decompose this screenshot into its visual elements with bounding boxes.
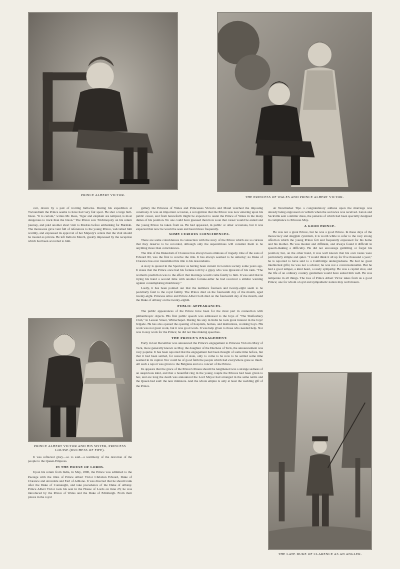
col2-paragraph-4: A story is quoted in the Spectator as having been current in London society some years ago. It states that the Prince once had his fortune told by a gipsy who was ignorant of his rank. "The woman's prediction was to the effect that marriage would come fatally to him. It was said that in trying his hand a second time with another fortune-teller he had received a similar warning against contemplating matrimony." [136,264,263,285]
photo-prince-and-princess-louise [28,318,132,442]
heading-house-of-lords: IN THE HOUSE OF LORDS. [55,464,105,469]
text-column-1-bottom [28,455,132,561]
col2-paragraph-1: gallery the Princess of Wales and Princesses Victoria and Maud watched the imposing ceremony. It was an important occasion, a recognition that the Prince was now entering upon his public career, and from henceforth might be expected to assist the Prince of Wales in the many duties of his position. No one could have guessed then how soon that career would be ended and the young Prince be taken from us. He had appeared, in public or other occasions, but it was expected that now he would be seen and heard more frequently. [136,206,263,231]
col3-paragraph-1: At Newmarket Tipo a congratulatory address upon the marriage was already being engrossed on vellum when the sad news was received. Luton and Sackville sent a similar dress, the patterns of which had been specially designed in compliance to Princess May. [268,206,372,223]
caption-princess-of-wales: THE PRINCESS OF WALES AND PRINCE ALBERT VICTOR. [245,195,344,199]
caption-prince-and-princess-louise: PRINCE ALBERT VICTOR AND HIS SISTER, PRINCESS LOUISE (DUCHESS OF FIFE). [34,444,126,453]
text-column-2 [136,206,263,560]
caption-prince-albert-victor: PRINCE ALBERT VICTOR. [80,193,126,197]
text-column-1-top [28,206,132,306]
photo-prince-albert-victor [28,12,178,190]
col2-paragraph-8: Its appears that the grace of the Prince's illness should be lengthened was a strange sadness of an auspicious kind, and that a beautiful ring in the young couple the Princes had been given to her, and ere long the death was announced the Lord Mayor had arranged in the same terms and the Queen had said: the new ministers. And the whole empire is only at least the wedding gift of the Prince. [136,367,263,388]
heading-curious-coincidences: SOME CURIOUS COINCIDENCES. [169,232,230,237]
col2-paragraph-6: The public appearances of the Prince have been for the most part in connection with philanthropic objects. His first public speech was addressed to the boys of "The Shaftesbury Club," in Lesson Street, Whitechapel. During his stay in India he took great interest in the boys' brigade. He has also opened the opening of hospitals, homes, and institutions, working boys. His work was not great work, but it was good work. It was help given to those who needed help. Nor was it easy work for the Prince; he did not like making speeches. [136,309,263,335]
heading-prince-engagement: THE PRINCE'S ENGAGEMENT. [171,335,228,340]
col3-paragraph-2: He was not a great Prince, but he was a good Prince. In these days of the monocracy and sluggish cynicism, it is worth while to refer to the very strong affection which the young Prince felt and frequently expressed for his home and his mother. He was modest and diffident, and always found it difficult in speech-making a difficulty. He did not encourage gambling or forget his position; but, on the other hand, it was well known that his own tastes were particularly simple and quiet. "I would think it all up for five thousand a year," he is reported to have said to a Cambridge undergraduate. He had no great intellectual gifts; he was not a scholar; he was not a conversationalist. But he had a good temper, a kind heart, a ready sympathy. He was a capital shot, and the life of an ordinary country gentleman would have suited him well. He was temperate in all things. The loss of Prince Albert Victor takes from us a good Prince; one for whom a loyal and sympathetic nation may well mourn. [268,229,372,284]
photo-duke-of-clarence-angler [268,372,372,550]
photo-princess-of-wales-and-prince [217,12,372,192]
col1-bottom-paragraph-2: Upon his return from India, in May, 1890, the Prince was admitted to the Peerage with the titles of Prince Albert Victor Christian Edward, Duke of Clarence and Avondale and Earl of Athlone. It was directed that he should rank after the Duke of Connaught, and take precedence of the Duke of Albany. Prince Albert Victor took his seat in the House of Lords on June 23; he was introduced by the Prince of Wales and the Duke of Edinburgh. From their places in the royal [28,470,132,500]
col1-top-paragraph-1: cart, drawn by a pair of trotting bullocks. During his expedition at Trevandrum the Prince seems to have had very fair sport. He shot a large bull-bison. "It is certain," writes Mr. Rees, "tiger and elephant are tempted, is most dangerous to track than the bison." The Prince saw Trichinopoly on his return journey, and paid another short visit to Madras before embarking for Burmah. The monsoons gave vent full of references to the young Prince, welcomed him warmly, and expressed its approval of her Majesty's orders that the visit should be treated as private. He left India in March, greatly impressed by the reception which had been accorded to him. [28,206,132,244]
col2-paragraph-5: Lastly, it has been pointed out that the numbers fourteen and twenty-eight seem to be peculiarly fatal to the royal family. The Prince died on the fourteenth day of the month, aged twenty-eight. Princess Alice and Prince Albert both died on the fourteenth day of the month, and the Duke of Albany on the twenty-eighth. [136,285,263,303]
col2-paragraph-3: The title of the Dukedom of Clarence has always been ominous of tragedy. One of the sons of Edward III, was the first to receive the title. It has always seemed to be unlucky; no Duke of Clarence has ever transmitted his title to his descendants. [136,251,263,264]
text-column-3 [268,206,372,366]
caption-duke-of-clarence: THE LATE DUKE OF CLARENCE AS AN ANGLER. [278,552,362,556]
col2-paragraph-2: There are some coincidences in connection with the story of the Prince which are so curious that they deserve to be recorded, although only the superstitious will consider them to be anything more than coincidences. [136,238,263,251]
col2-paragraph-7: Early in last December was announced the Prince's engagement to Princess Victoria Mary of Teck, more generally known as May, the daughter of the Duchess of Teck, the announcement was very popular. It has been reported that the engagement had been thought of some time before, but that it had been settled, for reasons of state, only to come to be now to be settled some time seemed in its capital. Nor could he of good faith the people which had everywhere gone so much. All such a report was given to the Belgians and at a concert of the Prince. [136,341,263,367]
col1-bottom-paragraph-1: It was reflected glory—so to said—a testimony of the devotion of the people to the Queen-Empress. [28,455,132,464]
heading-public-appearances: PUBLIC APPEARANCES. [177,303,222,308]
heading-good-prince: A GOOD PRINCE. [304,224,336,229]
